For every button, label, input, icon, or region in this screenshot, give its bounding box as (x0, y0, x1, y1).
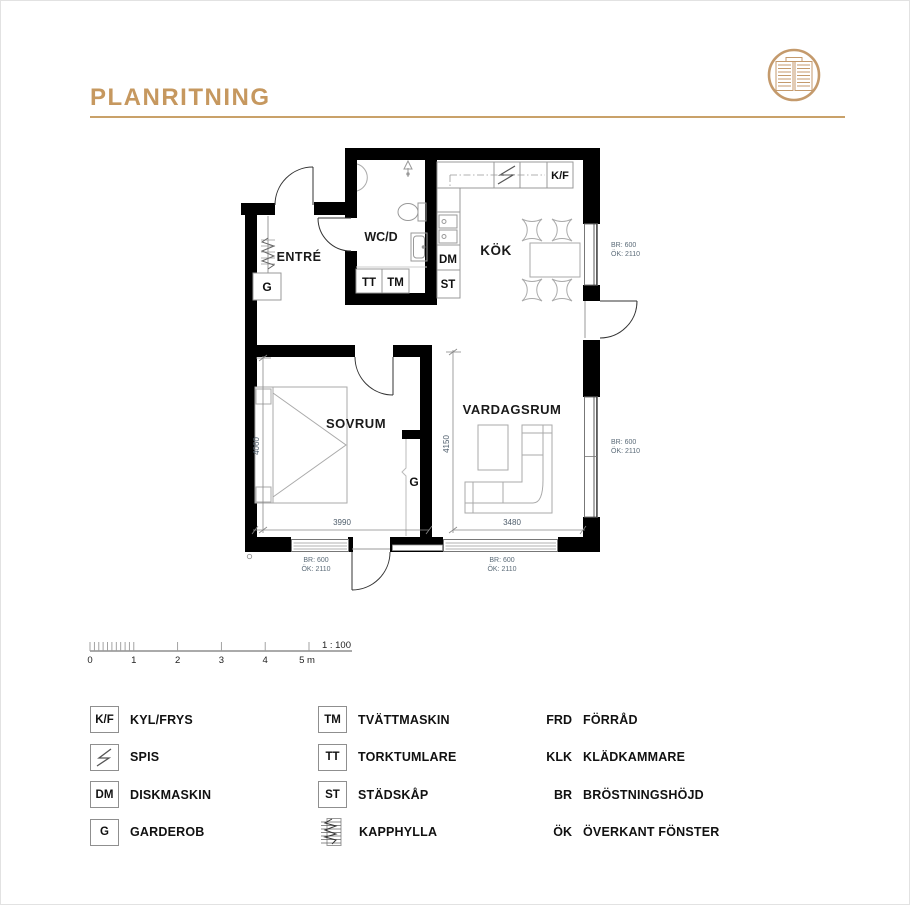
legend-label: STÄDSKÅP (358, 787, 429, 802)
dining-table (530, 243, 580, 277)
legend-item-diskmaskin (90, 781, 211, 808)
cleaning-closet-symbol: ST (318, 781, 347, 808)
scale-bar (80, 628, 380, 670)
legend-column-2 (318, 706, 457, 846)
walkin-closet-abbr: KLK (546, 750, 572, 764)
scale-label-2: 2 (174, 655, 181, 666)
legend-label: BRÖSTNINGSHÖJD (583, 787, 704, 802)
washbasin-icon (411, 233, 427, 261)
window-top-abbr: ÖK (553, 825, 572, 839)
dishwasher-label: DM (439, 254, 457, 266)
wardrobe-symbol: G (90, 819, 119, 846)
room-label-bedroom: SOVRUM (325, 416, 387, 431)
legend-label: GARDEROB (130, 825, 205, 839)
scale-labels (87, 640, 351, 666)
dining-set (522, 219, 580, 301)
fridge-freezer-symbol: K/F (90, 706, 119, 733)
legend-column-1 (90, 706, 211, 846)
storage-abbr: FRD (546, 712, 572, 727)
window-note-right-2-ok: ÖK: 2110 (611, 448, 641, 455)
scale-label-1: 1 (131, 655, 137, 666)
window-note-bottom-1-ok: ÖK: 2110 (301, 566, 331, 573)
sill-height-abbr: BR (553, 787, 572, 802)
title-underline (90, 116, 845, 118)
window-note-bottom-2-ok: ÖK: 2110 (487, 566, 517, 573)
room-label-livingroom: VARDAGSRUM (462, 402, 562, 417)
dryer-symbol: TT (318, 744, 347, 771)
dim-livingroom-width: 3480 (503, 518, 521, 527)
bedroom-closet (402, 439, 419, 536)
wardrobe-label-entry: G (262, 280, 272, 294)
legend-label: FÖRRÅD (583, 712, 638, 727)
washer-symbol: TM (318, 706, 347, 733)
legend-item-stadskap (318, 781, 457, 808)
legend-item-torktumlare (318, 744, 457, 771)
entrance-door (275, 167, 313, 205)
legend-label: TVÄTTMASKIN (358, 712, 450, 727)
dishwasher-symbol: DM (90, 781, 119, 808)
wardrobe-label-bedroom: G (409, 475, 419, 489)
legend-column-3 (538, 706, 720, 846)
window-note-bottom-1-br: BR: 600 (303, 557, 329, 564)
dim-livingroom-height: 4150 (442, 435, 451, 453)
drain-marker (247, 554, 251, 558)
legend-label: KYL/FRYS (130, 712, 193, 727)
page-title: PLANRITNING (90, 84, 271, 111)
legend-item-kapphylla (318, 819, 457, 846)
dryer-label: TT (361, 277, 377, 289)
legend-label: TORKTUMLARE (358, 750, 457, 764)
balcony-door-right (585, 301, 637, 338)
scale-ticks (90, 642, 309, 651)
legend-item-kylfrys (90, 706, 211, 733)
scale-ratio: 1 : 100 (321, 640, 351, 651)
floor-plan (230, 135, 670, 595)
window-livingroom-right (585, 397, 598, 517)
window-note-right-2-br: BR: 600 (611, 439, 637, 446)
legend-label: DISKMASKIN (130, 787, 212, 802)
window-note-right-1-br: BR: 600 (611, 242, 637, 249)
legend-item-overkant-fonster (538, 819, 720, 846)
bed (255, 387, 347, 503)
coffee-table (478, 425, 508, 470)
legend-item-forrad (538, 706, 720, 733)
brand-logo-icon (766, 48, 822, 104)
toilet-icon (398, 203, 426, 221)
fridge-freezer-label: K/F (551, 170, 569, 182)
cleaning-closet-label: ST (440, 279, 456, 291)
legend-item-spis (90, 744, 211, 771)
scale-label-5m: 5 m (299, 655, 315, 666)
bathroom-fixtures (356, 161, 427, 293)
window-note-bottom-2-br: BR: 600 (489, 557, 515, 564)
bedroom-door (355, 357, 393, 395)
kitchen-fixtures (437, 162, 580, 301)
dim-bedroom-height: 4060 (252, 437, 261, 455)
legend-label: KAPPHYLLA (359, 825, 438, 839)
scale-label-3: 3 (218, 655, 225, 666)
legend-item-garderob (90, 819, 211, 846)
patio-door-bottom (352, 549, 390, 590)
kapphylla-icon (318, 817, 348, 847)
legend-item-tvattmaskin (318, 706, 457, 733)
vent-arrow-icon (404, 161, 412, 177)
room-label-wcd: WC/D (364, 230, 398, 244)
window-livingroom-bottom (444, 540, 558, 552)
legend-label: KLÄDKAMMARE (583, 750, 686, 764)
washer-label: TM (387, 277, 404, 289)
room-label-entry: ENTRÉ (276, 250, 322, 264)
room-label-kitchen: KÖK (480, 243, 512, 258)
window-note-right-1-ok: ÖK: 2110 (611, 251, 641, 258)
scale-label-0: 0 (87, 655, 93, 666)
window-kitchen-right (585, 224, 598, 285)
window-bedroom-bottom (292, 540, 349, 552)
legend-label: SPIS (130, 750, 160, 764)
scale-label-4: 4 (262, 655, 268, 666)
legend-label: ÖVERKANT FÖNSTER (583, 825, 720, 839)
shower-icon (357, 164, 367, 191)
legend-item-brostningshojd (538, 781, 720, 808)
spis-icon (90, 744, 119, 771)
wcd-door (318, 218, 351, 251)
dim-bedroom-width: 3990 (333, 518, 351, 527)
legend-item-kladkammare (538, 744, 720, 771)
exterior-sill (393, 545, 443, 551)
